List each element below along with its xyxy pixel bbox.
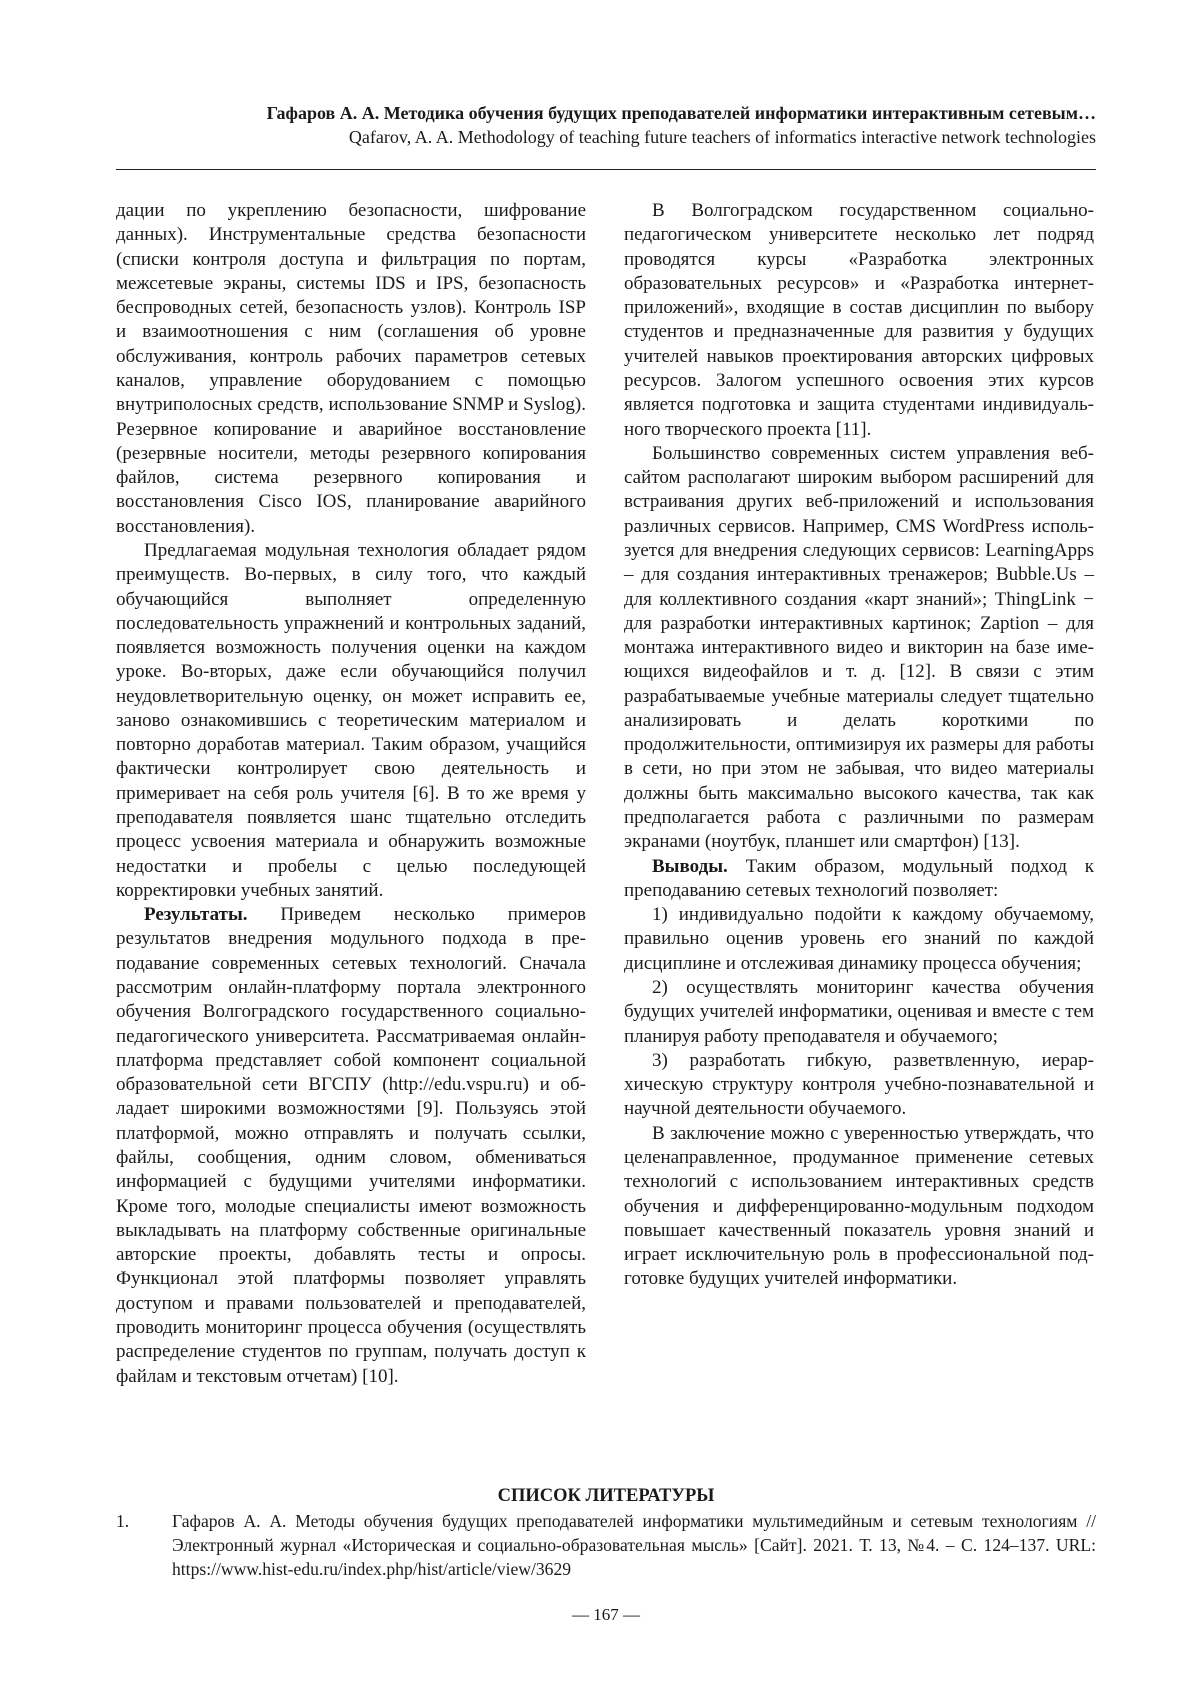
header-title-ru: Гафаров А. А. Методика обучения будущих преподавателей информатики интерактивным сетевым…	[266, 103, 1096, 123]
references-title: СПИСОК ЛИТЕРАТУРЫ	[497, 1486, 715, 1506]
results-paragraph	[116, 903, 586, 1389]
left-column	[116, 199, 586, 1389]
page-number: — 167 —	[572, 1605, 640, 1624]
paragraph: Большинство современных систем управления веб-сайтом располагают широким выбором расширений для встраивания других веб-приложений и использования различных сервисов. Например, CMS WordPress используется для внедрения следующих сервисов: LearningApps – для создания интерактивных тренажеров; Bubble.Us – для коллективного создания «карт знаний»; ThingLink − для разработки интерактивных картинок; Zaption – для монтажа интерактивного видео и викторин на базе имеющихся видеофайлов и т. д. [12]. В связи с этим разрабатываемые учебные материалы следует тщательно анализировать и делать короткими по продолжительности, оптимизируя их размеры для работы в сети, но при этом не забывая, что видео материалы должны быть максимально высокого качества, так как предполагается работа с различными по размерам экранами (ноутбук, планшет или смартфон) [13].	[624, 442, 1094, 853]
paragraph: В заключение можно с уверенностью утверждать, что целенаправленное, продуманное применение сетевых технологий с использованием интерактивных средств обучения и дифференцированно-модульным подходом повышает качественный показатель уровня знаний и играет исключительную роль в профессиональной подготовке будущих учителей информатики.	[624, 1122, 1094, 1290]
conclusions-heading: Выводы.	[652, 855, 728, 877]
paragraph: В Волгоградском государственном социально-педагогическом университете несколько лет подряд проводятся курсы «Разработка электронных образовательных ресурсов» и «Разработка интернет-приложений», входящие в состав дисциплин по выбору студентов и предназначенные для развития у будущих учителей навыков проектирования авторских цифровых ресурсов. Залогом успешного освоения этих курсов является подготовка и защита студентами индивидуального творческого проекта [11].	[624, 200, 1094, 440]
list-item: 1) индивидуально подойти к каждому обучаемому, правильно оценив уровень его знаний по каждой дисциплине и отслеживая динамику процесса обучения;	[624, 904, 1094, 974]
reference-text: Гафаров А. А. Методы обучения будущих преподавателей информатики мультимедийным и сетевым технологиям // Электронный журнал «Историческая и социально-образовательная мысль» [Сайт]. 2021. Т. 13, №4. – С. 124–137. URL: https://www.hist-edu.ru/index.php/hist/article/view/3629	[172, 1511, 1096, 1579]
list-item: 2) осуществлять мониторинг качества обучения будущих учителей информатики, оценивая и вместе с тем планируя работу преподавателя и обучаемого;	[624, 977, 1094, 1047]
header-title-en: Qafarov, A. A. Methodology of teaching future teachers of informatics interactive network technologies	[348, 127, 1096, 147]
results-text: Приведем несколько примеров результатов внедрения модульного подхода в преподавание современных сетевых технологий. Сначала рассмотрим онлайн-платформу портала электронного обучения Волгоградского государственного социально-педагогического университета. Рассматриваемая онлайн-платформа представляет собой компонент социальной образовательной сети ВГСПУ (http://edu.vspu.ru) и обладает широкими возможностями [9]. Пользуясь этой платформой, можно отправлять и получать ссылки, файлы, сообщения, одним словом, обмениваться информацией с будущими учителями информатики. Кроме того, молодые специалисты имеют возможность выкладывать на платформу собственные оригинальные авторские проекты, добавлять тесты и опросы. Функционал этой платформы позволяет управлять доступом и правами пользователей и преподавателей, проводить мониторинг процесса обучения (осуществлять распределение студентов по группам, получать доступ к файлам и текстовым отчетам) [10].	[116, 904, 586, 1387]
running-header	[116, 101, 1096, 149]
paragraph: дации по укреплению безопасности, шифрование данных). Инструментальные средства безопасности (списки контроля доступа и фильтрация по портам, межсетевые экраны, системы IDS и IPS, безопасность беспроводных сетей, безопасность узлов). Контроль ISP и взаимоотношения с ним (соглашения об уровне обслуживания, контроль рабочих параметров сетевых каналов, управление оборудованием с помощью внутриполосных средств, использование SNMP и Syslog). Резервное копирование и аварийное восстановление (резервные носители, методы резервного копирования файлов, система резервного копирования и восстановления Cisco IOS, планирование аварийного восстановления).	[116, 200, 586, 537]
reference-number: 1.	[116, 1511, 130, 1531]
header-divider	[116, 169, 1096, 170]
paragraph: Предлагаемая модульная технология обладает рядом преимуществ. Во-первых, в силу того, что каждый обучающийся выполняет определенную последовательность упражнений и контрольных заданий, появляется возможность получения оценки на каждом уроке. Во-вторых, даже если обучающийся получил неудовлетворительную оценку, он может исправить ее, заново ознакомившись с теоретическим материалом и повторно доработав материал. Таким образом, учащийся фактически контролирует свою деятельность и примеривает на себя роль учителя [6]. В то же время у преподавателя появляется шанс тщательно отследить процесс усвоения материала и обнаружить возможные недостатки и пробелы с целью последующей корректировки учебных занятий.	[116, 539, 586, 901]
conclusions-paragraph	[624, 855, 1094, 904]
list-item: 3) разработать гибкую, разветвленную, иерархическую структуру контроля учебно-познавательной и научной деятельности обучаемого.	[624, 1049, 1094, 1120]
reference-item	[116, 1509, 1096, 1581]
results-heading: Результаты.	[144, 904, 248, 926]
conclusions-text: Таким образом, модульный подход к преподаванию сетевых технологий позволяет:	[624, 855, 1094, 901]
right-column	[624, 199, 1094, 1292]
